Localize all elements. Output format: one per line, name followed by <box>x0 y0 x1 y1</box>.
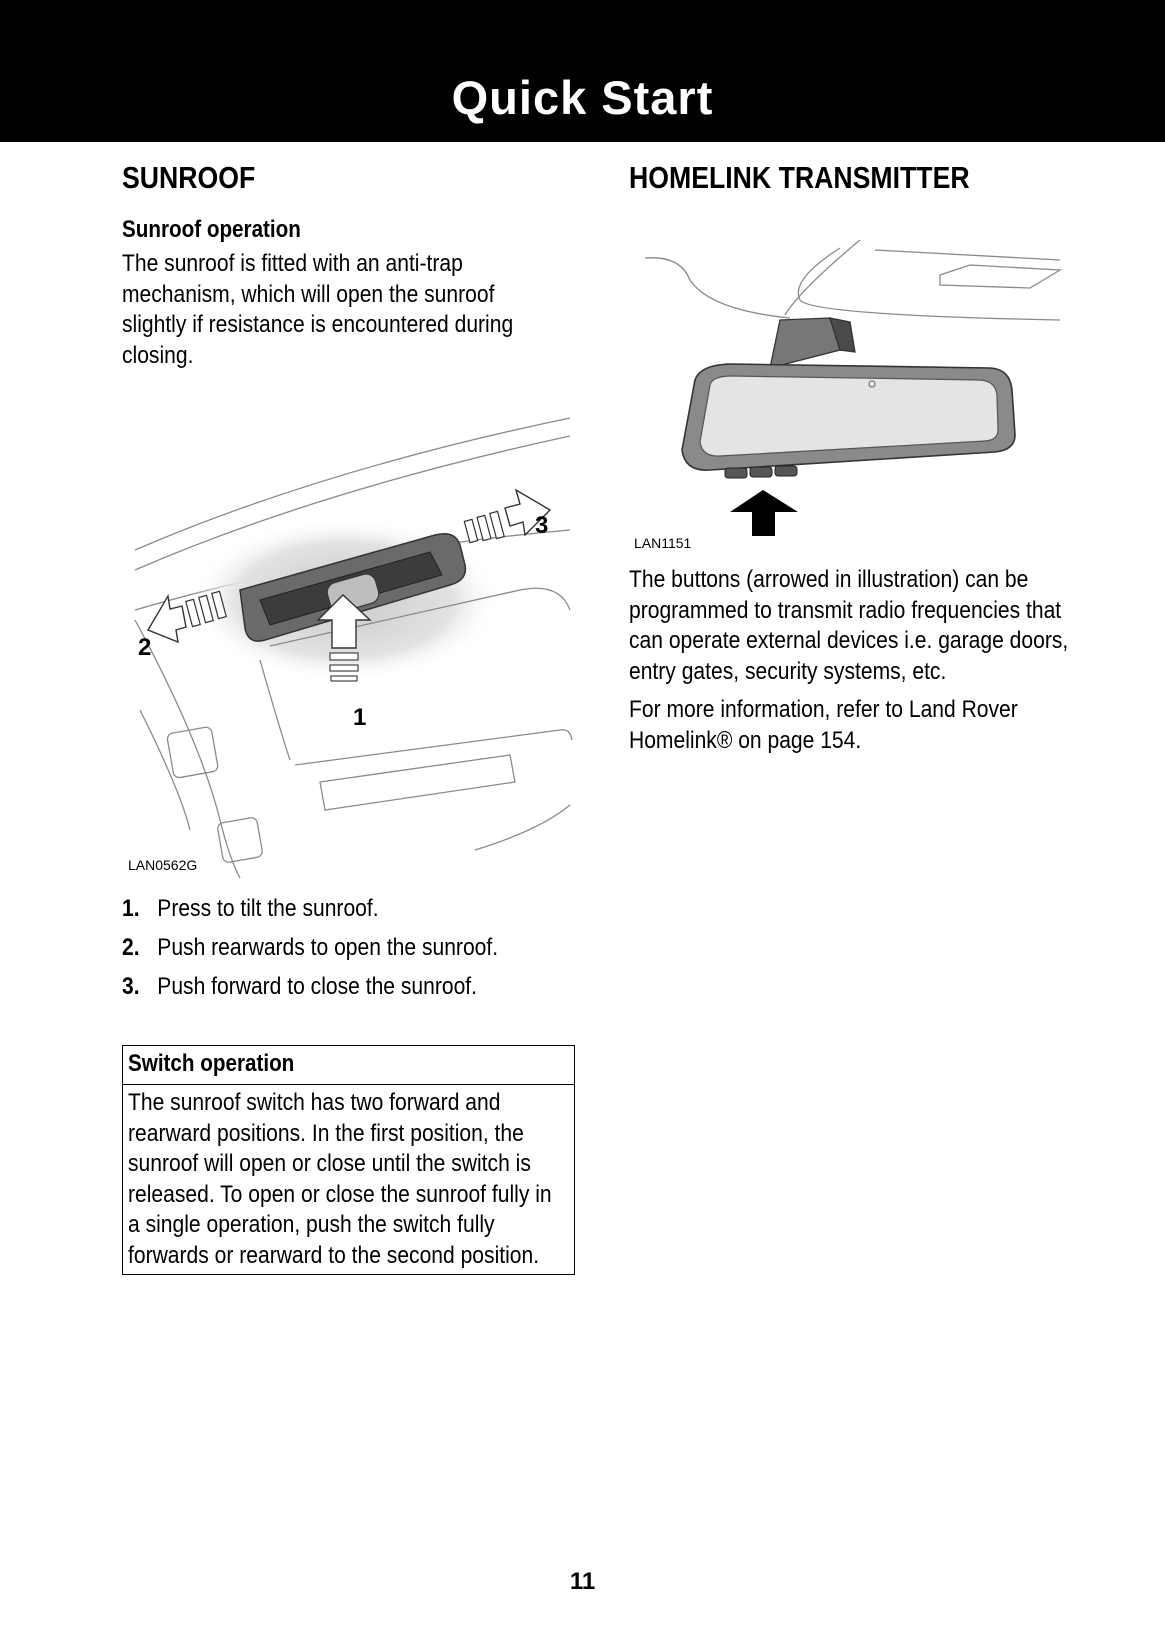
sunroof-operation-subheading: Sunroof operation <box>122 216 301 243</box>
page-number: 11 <box>569 1568 596 1595</box>
callout-2: 2 <box>138 634 152 661</box>
homelink-button-2 <box>750 467 772 477</box>
switch-operation-line: rearward positions. In the first position, the <box>128 1119 524 1147</box>
console-outline <box>295 730 572 765</box>
switch-operation-header <box>123 1046 574 1085</box>
windscreen-line <box>785 240 860 315</box>
sunroof-intro-line: mechanism, which will open the sunroof <box>122 280 495 308</box>
console-slot <box>320 755 515 810</box>
switch-operation-line: released. To open or close the sunroof fully in <box>128 1180 552 1208</box>
pillar-outline <box>140 710 190 830</box>
step-number: 1. <box>122 895 140 922</box>
homelink-paragraph-1 <box>629 565 1068 687</box>
switch-operation-box <box>122 1045 575 1275</box>
homelink-page-reference[interactable]: Homelink® on page 154. <box>629 726 862 754</box>
headliner-line <box>875 250 1060 260</box>
homelink-illustration-code: LAN1151 <box>634 535 692 551</box>
step-text: Push rearwards to open the sunroof. <box>157 934 499 961</box>
homelink-paragraph-line: can operate external devices i.e. garage doors, <box>629 627 1069 654</box>
switch-operation-line: forwards or rearward to the second position. <box>128 1241 540 1269</box>
switch-operation-line: sunroof will open or close until the switch is <box>128 1150 531 1177</box>
step-number: 3. <box>122 973 140 1000</box>
sunroof-switch-illustration <box>120 410 580 880</box>
lamp-outline <box>217 817 263 863</box>
homelink-paragraph-line: The buttons (arrowed in illustration) can be <box>629 566 1029 593</box>
switch-operation-line: The sunroof switch has two forward and <box>128 1089 501 1116</box>
mirror-sensor <box>869 381 875 387</box>
sunroof-intro-line: slightly if resistance is encountered during <box>122 311 514 338</box>
page-header <box>0 0 1165 142</box>
page-title: Quick Start <box>451 71 714 124</box>
homelink-paragraph-line: entry gates, security systems, etc. <box>629 657 947 685</box>
homelink-heading: HOMELINK TRANSMITTER <box>629 160 970 195</box>
arrow-up-icon <box>730 490 798 536</box>
homelink-paragraph-line: For more information, refer to Land Rover <box>629 696 1018 723</box>
switch-operation-body <box>128 1088 552 1271</box>
sunroof-illustration-code: LAN0562G <box>128 857 198 873</box>
sunroof-intro-line: The sunroof is fitted with an anti-trap <box>122 250 463 277</box>
lamp-outline <box>167 726 219 778</box>
headliner-line <box>475 805 570 850</box>
sun-visor-outline <box>940 265 1060 288</box>
sunroof-intro-paragraph <box>122 249 513 371</box>
step-number: 2. <box>122 934 140 961</box>
homelink-mirror-illustration <box>640 240 1070 550</box>
sunroof-heading: SUNROOF <box>122 160 256 195</box>
mirror-mount <box>770 318 840 368</box>
homelink-button-1 <box>725 468 747 478</box>
sunroof-intro-line: closing. <box>122 341 194 369</box>
callout-3: 3 <box>535 512 549 539</box>
callout-1: 1 <box>353 704 367 731</box>
step-text: Press to tilt the sunroof. <box>157 895 379 922</box>
homelink-paragraph-2 <box>629 695 1018 756</box>
switch-operation-title: Switch operation <box>128 1050 295 1077</box>
homelink-button-3 <box>775 466 797 476</box>
homelink-paragraph-line: programmed to transmit radio frequencies that <box>629 596 1062 624</box>
step-text: Push forward to close the sunroof. <box>157 973 478 1000</box>
switch-operation-line: a single operation, push the switch fully <box>128 1211 495 1238</box>
windscreen-line <box>645 258 790 318</box>
